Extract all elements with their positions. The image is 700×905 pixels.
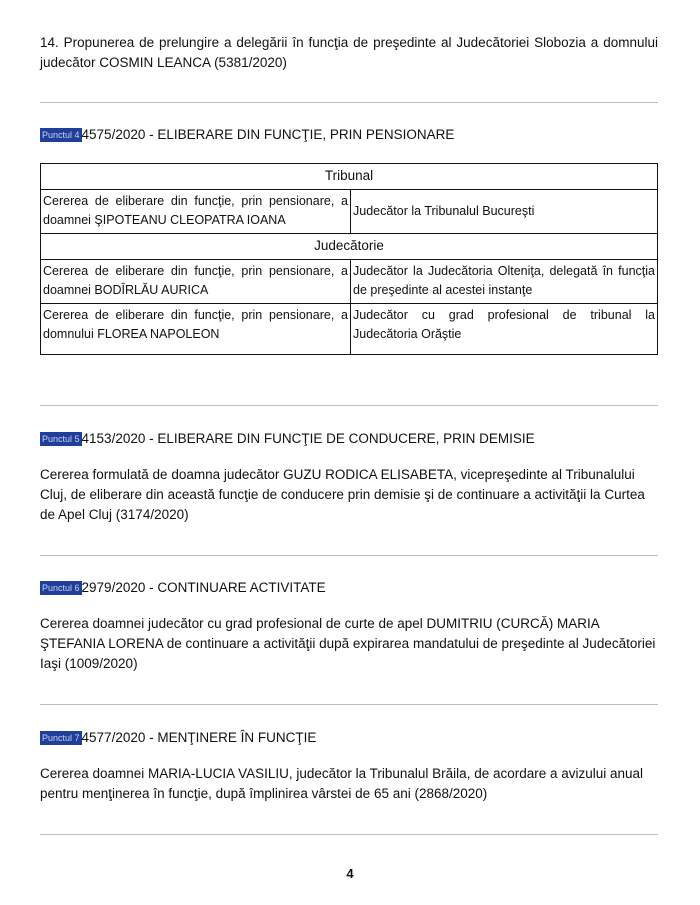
table-row xyxy=(41,304,658,355)
section-5-tag: Punctul 5 xyxy=(42,434,80,444)
section-5-body: Cererea formulată de doamna judecător GUZU RODICA ELISABETA, vicepreşedinte al Tribunalului Cluj, de eliberare din această funcţie de conducere prin demisie şi de continuare a activităţii la Curtea de Apel Cluj (3174/2020) xyxy=(40,467,645,522)
section-4-tag: Punctul 4 xyxy=(42,130,80,140)
section-divider-3 xyxy=(40,555,658,556)
table-group-judecatorie: Judecătorie xyxy=(41,234,658,260)
section-4-heading xyxy=(40,126,454,144)
page-number: 4 xyxy=(346,866,354,881)
section-6-heading xyxy=(40,579,326,597)
table-cell-request: Cererea de eliberare din funcţie, prin pensionare, a doamnei BODÎRLĂU AURICA xyxy=(41,260,351,304)
section-7-title: 4577/2020 - MENŢINERE ÎN FUNCŢIE xyxy=(81,730,317,745)
section-6-title: 2979/2020 - CONTINUARE ACTIVITATE xyxy=(81,580,326,595)
section-7-heading xyxy=(40,729,316,747)
section-7-body: Cererea doamnei MARIA-LUCIA VASILIU, judecător la Tribunalul Brăila, de acordare a avizului anual pentru menţinerea în funcţie, după împlinirea vârstei de 65 ani (2868/2020) xyxy=(40,766,644,801)
table-cell-position: Judecător la Judecătoria Olteniţa, delegată în funcţia de preşedinte al acestei instanţe xyxy=(351,260,658,304)
section-divider-4 xyxy=(40,704,658,705)
section-5-title: 4153/2020 - ELIBERARE DIN FUNCŢIE DE CONDUCERE, PRIN DEMISIE xyxy=(81,431,535,446)
section-divider-2 xyxy=(40,405,658,406)
section-divider-5 xyxy=(40,834,658,835)
section-6-tag: Punctul 6 xyxy=(42,583,80,593)
retirement-table xyxy=(40,163,658,355)
table-cell-request: Cererea de eliberare din funcţie, prin pensionare, a doamnei ŞIPOTEANU CLEOPATRA IOANA xyxy=(41,190,351,234)
item-14-paragraph: 14. Propunerea de prelungire a delegării în funcţia de preşedinte al Judecătoriei Slobozia a domnului judecător COSMIN LEANCA (5381/2020) xyxy=(40,35,658,70)
section-7-tag: Punctul 7 xyxy=(42,733,80,743)
table-cell-position: Judecător la Tribunalul Bucureşti xyxy=(351,190,658,234)
table-cell-position: Judecător cu grad profesional de tribunal la Judecătoria Orăştie xyxy=(351,304,658,355)
table-group-tribunal: Tribunal xyxy=(41,164,658,190)
table-cell-request: Cererea de eliberare din funcţie, prin pensionare, a domnului FLOREA NAPOLEON xyxy=(41,304,351,355)
section-divider-1 xyxy=(40,102,658,103)
section-4-title: 4575/2020 - ELIBERARE DIN FUNCŢIE, PRIN PENSIONARE xyxy=(81,127,455,142)
section-5-heading xyxy=(40,430,535,448)
section-6-body: Cererea doamnei judecător cu grad profesional de curte de apel DUMITRIU (CURCĂ) MARIA ŞTEFANIA LORENA de continuare a activităţii după expirarea mandatului de preşedinte al Judecătoriei Iaşi (1009/2020) xyxy=(40,616,656,671)
table-row xyxy=(41,260,658,304)
table-row xyxy=(41,190,658,234)
